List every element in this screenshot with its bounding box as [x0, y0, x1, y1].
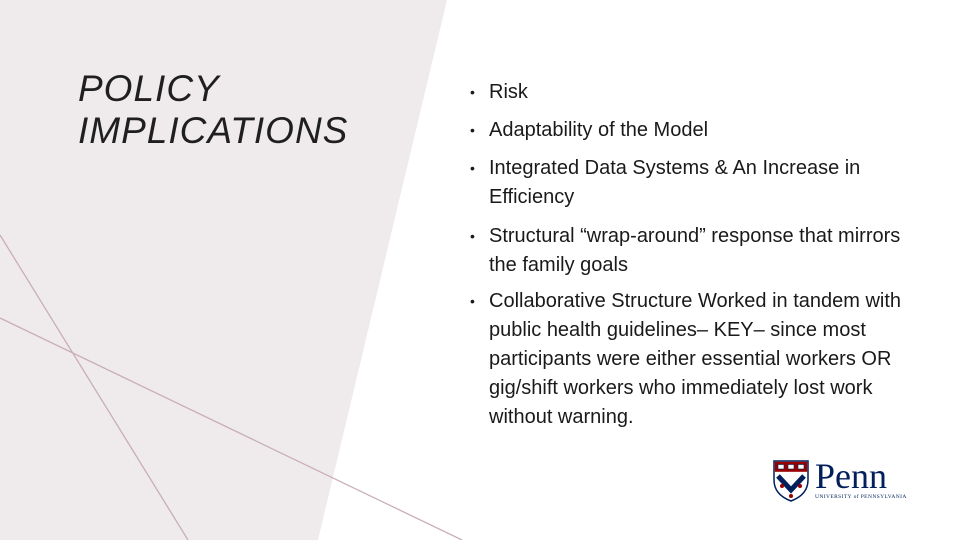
bullet-text: Integrated Data Systems & An Increase in Efficiency: [489, 157, 861, 208]
bullet-text: Adaptability of the Model: [489, 119, 709, 141]
penn-shield-icon: [773, 460, 809, 502]
bullet-item: [470, 116, 910, 145]
penn-tagline: UNIVERSITY of PENNSYLVANIA: [815, 494, 907, 500]
bullet-dot-icon: •: [470, 160, 475, 176]
penn-logo: [773, 456, 907, 504]
bullet-text: Structural “wrap-around” response that mirrors the family goals: [489, 225, 901, 276]
bullet-item: [470, 287, 910, 432]
bullet-text: Collaborative Structure Worked in tandem with public health guidelines– KEY– since most participants were either essential workers OR gig/shift workers who immediately lost work without warning.: [489, 290, 902, 428]
bullet-dot-icon: •: [470, 122, 475, 138]
bullet-item: [470, 78, 910, 107]
bullet-list: [470, 78, 910, 432]
penn-wordmark: Penn: [815, 456, 887, 496]
title-line-2: IMPLICATIONS: [78, 110, 349, 151]
slide-title: [78, 68, 348, 152]
bullet-dot-icon: •: [470, 84, 475, 100]
bullet-dot-icon: •: [470, 293, 475, 309]
bullet-item: [470, 222, 910, 280]
title-line-1: POLICY: [78, 68, 220, 109]
bullet-dot-icon: •: [470, 228, 475, 244]
bullet-item: [470, 154, 910, 212]
bullet-text: Risk: [489, 81, 528, 103]
